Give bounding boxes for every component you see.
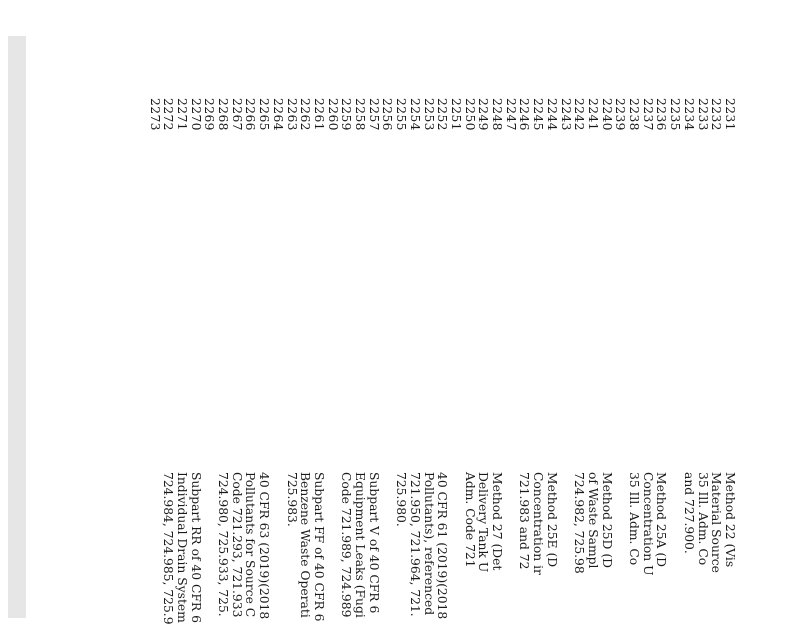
document-line (147, 98, 161, 638)
line-number: 2269 (202, 98, 217, 131)
line-number: 2243 (558, 98, 573, 131)
document-line (311, 98, 325, 638)
line-number: 2270 (188, 98, 203, 131)
document-line (517, 98, 531, 638)
line-text: 724.984, 724.985, 725.9 (161, 472, 176, 625)
line-text: Method 25E (D (544, 472, 559, 568)
document-line (325, 98, 339, 638)
document-line (161, 98, 175, 638)
document-line (394, 98, 408, 638)
line-number: 2266 (243, 98, 258, 131)
line-number: 2251 (449, 98, 463, 131)
line-text: 40 CFR 61 (2019)(2018 (435, 472, 450, 620)
document-line (298, 98, 312, 638)
line-text: 35 Ill. Adm. Co (627, 472, 642, 566)
line-number: 2268 (216, 98, 231, 131)
document-line (668, 98, 682, 638)
line-number: 2260 (325, 98, 340, 131)
line-text: 725.983. (284, 472, 299, 527)
line-number: 2233 (695, 98, 710, 131)
line-number: 2235 (668, 98, 683, 131)
line-text: Subpart RR of 40 CFR 6 (188, 472, 203, 623)
document-line (531, 98, 545, 638)
line-text: 721.983 and 72 (517, 472, 532, 570)
document-line (613, 98, 627, 638)
line-number: 2258 (353, 98, 368, 131)
line-number: 2272 (161, 98, 176, 131)
line-text: Pollutants for Source C (243, 472, 258, 618)
document-line (435, 98, 449, 638)
line-number: 2236 (654, 98, 669, 131)
line-text: Benzene Waste Operati (298, 472, 313, 618)
line-number: 2257 (366, 98, 381, 131)
document-line (599, 98, 613, 638)
line-number: 2263 (284, 98, 299, 131)
line-text: Code 721.989, 724.989 (339, 472, 354, 618)
line-number: 2247 (503, 98, 518, 131)
document-line (284, 98, 298, 638)
line-text: Equipment Leaks (Fugi (353, 472, 368, 618)
document-line (407, 98, 421, 638)
line-number: 2254 (407, 98, 422, 131)
line-text: Method 27 (Det (490, 472, 505, 571)
line-number: 2256 (380, 98, 395, 131)
line-text: 40 CFR 63 (2019)(2018 (257, 472, 272, 620)
line-number: 2240 (599, 98, 614, 131)
document-line (681, 98, 695, 638)
line-number: 2246 (517, 98, 532, 131)
document-line (339, 98, 353, 638)
line-number: 2250 (462, 98, 477, 131)
line-number: 2234 (681, 98, 696, 131)
document-line (558, 98, 572, 638)
rotated-document-page (116, 98, 737, 625)
document-line (243, 98, 257, 638)
document-line (421, 98, 435, 638)
line-number: 2252 (435, 98, 450, 131)
document-line (489, 98, 503, 638)
document-line (257, 98, 271, 638)
document-line (188, 98, 202, 638)
line-number: 2267 (229, 98, 244, 131)
line-number: 2244 (544, 98, 559, 131)
document-line (626, 98, 640, 638)
line-number: 2238 (627, 98, 642, 131)
line-text: 724.982, 725.98 (572, 472, 587, 574)
line-number: 2261 (312, 98, 326, 131)
line-number: 2241 (586, 98, 600, 131)
document-line (202, 98, 216, 638)
line-number: 2249 (476, 98, 491, 131)
line-text: 35 Ill. Adm. Co (695, 472, 710, 566)
line-number: 2248 (490, 98, 505, 131)
line-number: 2259 (339, 98, 354, 131)
document-line (476, 98, 490, 638)
line-number: 2271 (175, 98, 189, 131)
line-text: of Waste Sampl (586, 472, 600, 569)
line-text: Subpart FF of 40 CFR 6 (312, 472, 326, 622)
line-text: Individual Drain System (175, 472, 189, 623)
line-text: 724.980, 725.933, 725. (216, 472, 231, 617)
line-text: 721.950, 721.964, 721. (407, 472, 422, 617)
line-text: Delivery Tank U (476, 472, 491, 573)
line-number: 2245 (531, 98, 546, 131)
line-text: Method 25D (D (599, 472, 614, 568)
line-number: 2255 (394, 98, 409, 131)
line-text: Material Source (709, 472, 724, 573)
document-line (585, 98, 599, 638)
line-number: 2232 (709, 98, 724, 131)
line-text: Method 22 (Vis (723, 472, 737, 568)
document-line (448, 98, 462, 638)
line-text: Method 25A (D (654, 472, 669, 568)
line-number: 2273 (147, 98, 162, 131)
document-line (270, 98, 284, 638)
line-text: Subpart V of 40 CFR 6 (366, 472, 381, 614)
line-number: 2237 (640, 98, 655, 131)
document-line (174, 98, 188, 638)
document-line (722, 98, 736, 638)
document-line (503, 98, 517, 638)
line-number: 2265 (257, 98, 272, 131)
document-line (229, 98, 243, 638)
document-line (654, 98, 668, 638)
document-line (709, 98, 723, 638)
line-text: Concentration ir (531, 472, 546, 575)
line-text: and 727.900. (681, 472, 696, 554)
line-number: 2262 (298, 98, 313, 131)
line-text: 725.980. (394, 472, 409, 527)
line-text: Concentration U (640, 472, 655, 576)
line-number: 2239 (613, 98, 628, 131)
line-number: 2242 (572, 98, 587, 131)
document-line (366, 98, 380, 638)
document-line (695, 98, 709, 638)
document-line (640, 98, 654, 638)
line-text: Code 721.293, 721.933 (229, 472, 244, 618)
document-line (544, 98, 558, 638)
document-line (352, 98, 366, 638)
document-line (380, 98, 394, 638)
line-text: Adm. Code 721 (462, 472, 477, 568)
line-number: 2264 (270, 98, 285, 131)
document-line (462, 98, 476, 638)
document-line (215, 98, 229, 638)
line-number: 2253 (421, 98, 436, 131)
document-line (572, 98, 586, 638)
line-text: Pollutants), referenced (421, 472, 436, 616)
scan-edge-strip (8, 36, 26, 618)
line-number: 2231 (723, 98, 737, 131)
